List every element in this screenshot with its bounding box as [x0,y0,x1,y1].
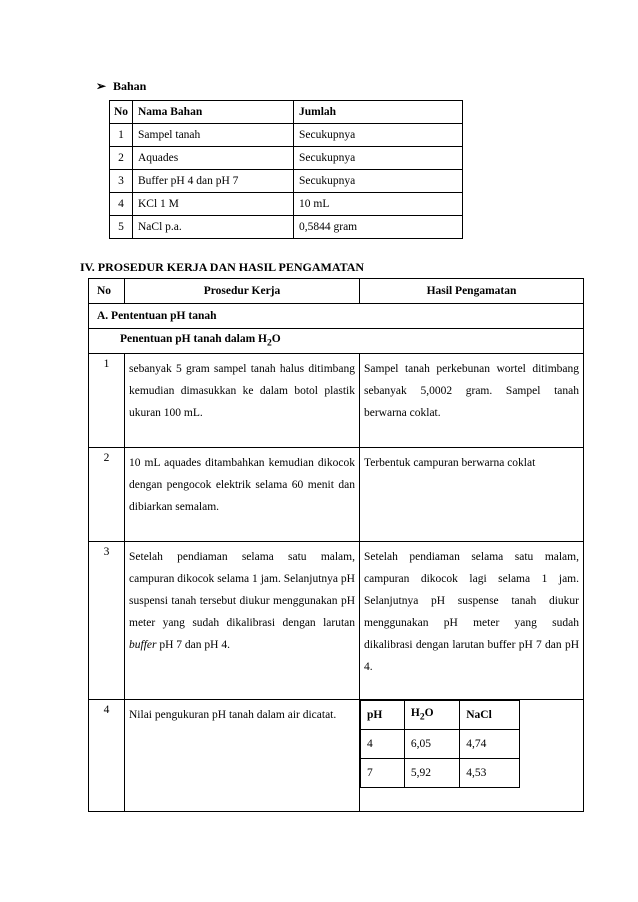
col-no: No [89,279,125,304]
subscript: 2 [266,337,272,349]
prosedur-text-part: pH 7 dan pH 4. [156,639,230,651]
col-jumlah: Jumlah [294,101,463,124]
col-hasil: Hasil Pengamatan [360,279,584,304]
cell-jumlah: Secukupnya [294,147,463,170]
prosedur-text: Nilai pengukuran pH tanah dalam air dicatat. [125,700,360,812]
row-no: 2 [89,448,125,542]
cell-no: 4 [110,193,133,216]
cell-nama: NaCl p.a. [133,216,294,239]
arrow-bullet-icon: ➢ [96,79,107,93]
col-no: No [110,101,133,124]
col-nama-bahan: Nama Bahan [133,101,294,124]
prosedur-header-row [89,279,584,304]
cell-nama: Aquades [133,147,294,170]
cell-h2o: 6,05 [404,730,459,759]
row-no: 4 [89,700,125,812]
subheading-a: A. Pententuan pH tanah [89,304,584,329]
h2o-label-suffix: O [424,707,434,720]
prosedur-italic: buffer [129,639,157,651]
table-row [361,730,520,759]
cell-no: 2 [110,147,133,170]
table-row [110,193,463,216]
col-ph: pH [361,701,405,730]
hasil-text: Sampel tanah perkebunan wortel ditimbang sebanyak 5,0002 gram. Sampel tanah berwarna coklat. [360,354,584,448]
cell-jumlah: 0,5844 gram [294,216,463,239]
bahan-header-row [110,101,463,124]
hasil-text: Terbentuk campuran berwarna coklat [360,448,584,542]
subheading-b-suffix: O [271,333,281,346]
table-row [110,170,463,193]
prosedur-text: sebanyak 5 gram sampel tanah halus ditimbang kemudian dimasukkan ke dalam botol plastik ukuran 100 mL. [125,354,360,448]
cell-jumlah: Secukupnya [294,170,463,193]
table-row [110,147,463,170]
table-row [89,700,584,812]
cell-jumlah: 10 mL [294,193,463,216]
cell-h2o: 5,92 [404,759,459,788]
bahan-table [109,100,463,239]
prosedur-text-part: Setelah pendiaman selama satu malam, campuran dikocok selama 1 jam. Selanjutnya pH suspensi tanah tersebut diukur menggunakan pH meter yang sudah dikalibrasi dengan larutan [129,551,355,629]
row-no: 1 [89,354,125,448]
table-row [89,354,584,448]
col-h2o [404,701,459,730]
prosedur-table [88,278,584,812]
subheading-row [89,329,584,354]
cell-nacl: 4,74 [460,730,520,759]
cell-nacl: 4,53 [460,759,520,788]
cell-no: 1 [110,124,133,147]
cell-no: 5 [110,216,133,239]
bahan-heading [96,79,146,94]
subheading-row [89,304,584,329]
bahan-title: Bahan [113,79,147,93]
table-row [89,448,584,542]
cell-nama: Buffer pH 4 dan pH 7 [133,170,294,193]
subheading-b-text: Penentuan pH tanah dalam H [120,333,267,346]
table-row [110,216,463,239]
cell-nama: Sampel tanah [133,124,294,147]
row-no: 3 [89,542,125,700]
ph-table [360,700,520,788]
cell-no: 3 [110,170,133,193]
subheading-b [89,329,584,354]
cell-ph: 4 [361,730,405,759]
table-row [110,124,463,147]
prosedur-text [125,542,360,700]
table-row [89,542,584,700]
cell-jumlah: Secukupnya [294,124,463,147]
hasil-ph-cell [360,700,584,812]
col-prosedur: Prosedur Kerja [125,279,360,304]
ph-header-row [361,701,520,730]
section-title: IV. PROSEDUR KERJA DAN HASIL PENGAMATAN [80,260,365,274]
hasil-text: Setelah pendiaman selama satu malam, campuran dikocok lagi selama 1 jam. Selanjutnya pH suspense tanah diukur menggunakan pH meter yang sudah dikalibrasi dengan larutan buffer pH 7 dan pH 4. [360,542,584,700]
cell-ph: 7 [361,759,405,788]
subscript: 2 [419,711,425,723]
table-row [361,759,520,788]
cell-nama: KCl 1 M [133,193,294,216]
h2o-label: H [410,707,420,720]
col-nacl: NaCl [460,701,520,730]
prosedur-text: 10 mL aquades ditambahkan kemudian dikocok dengan pengocok elektrik selama 60 menit dan dibiarkan semalam. [125,448,360,542]
